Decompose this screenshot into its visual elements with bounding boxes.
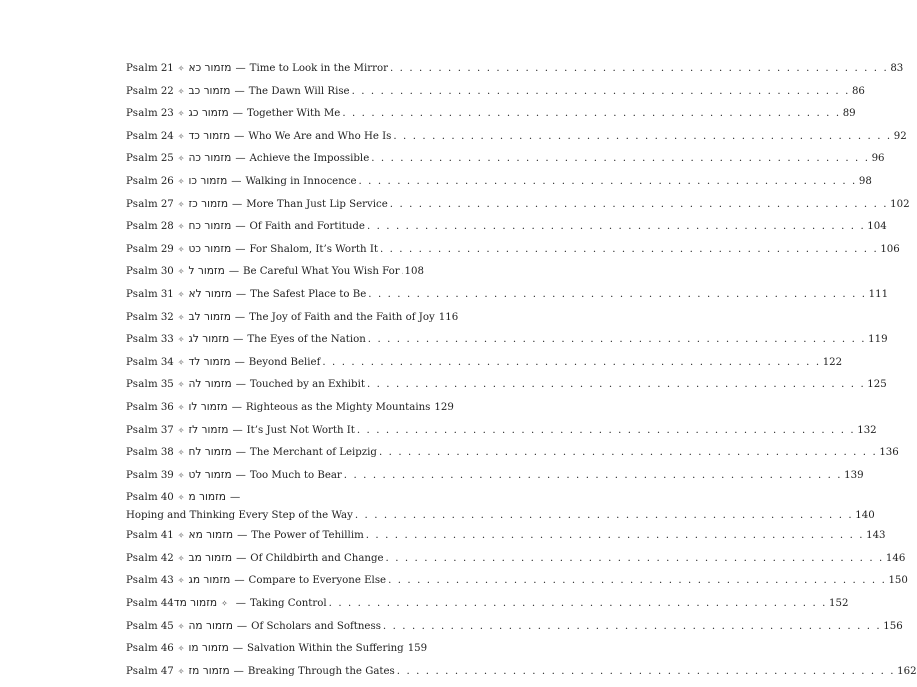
page-number: 140 <box>855 510 875 522</box>
dot-leader: . . . . . . . . . . . . . . . . . . . . . . . . . . . . . . . . . . . . . . . . . . . . . . . . . . . . <box>382 620 882 632</box>
ornament-icon: ✧ <box>177 402 185 412</box>
dot-leader: . . . . . . . . . . . . . . . . . . . . . . . . . . . . . . . . . . . . . . . . . . . . . . . . . . . . <box>379 243 879 255</box>
entry-title: Time to Look in the Mirror <box>249 63 388 74</box>
psalm-label <box>126 492 158 503</box>
em-dash: — <box>235 63 246 74</box>
psalm-number: 29 <box>160 243 174 255</box>
ornament-icon: ✧ <box>177 109 185 119</box>
toc-entry[interactable] <box>126 378 887 401</box>
psalm-word: Psalm <box>126 288 158 300</box>
psalm-number: 23 <box>160 108 174 120</box>
entry-title: Too Much to Bear <box>249 469 342 481</box>
psalm-label <box>126 244 158 255</box>
em-dash: — <box>237 530 248 542</box>
entry-title: Be Careful What You Wish For <box>243 266 400 278</box>
em-dash: — <box>235 243 246 255</box>
em-dash: — <box>233 665 244 677</box>
psalm-word: Psalm <box>126 469 158 481</box>
hebrew-title: מזמור ל <box>188 265 225 278</box>
psalm-number: 24 <box>160 130 174 142</box>
page-number: 159 <box>407 643 428 655</box>
psalm-label <box>126 221 158 232</box>
dot-leader: . . . . . . . . . . . . . . . . . . . . . . . . . . . . . . . . . . . . . . . . . . . . . . . . . . . . <box>371 153 870 165</box>
entry-title: Taking Control <box>249 598 327 610</box>
entry-title: The Dawn Will Rise <box>248 85 350 97</box>
psalm-word: Psalm <box>126 175 158 187</box>
em-dash: — <box>235 598 246 610</box>
psalm-label <box>126 402 158 413</box>
psalm-word: Psalm <box>126 598 158 610</box>
hebrew-title: מזמור מב <box>188 551 233 564</box>
psalm-label <box>126 312 158 323</box>
hebrew-title: מזמור כט <box>188 242 232 255</box>
toc-entry[interactable] <box>126 355 843 379</box>
psalm-label <box>126 131 158 142</box>
psalm-number: 47 <box>160 665 174 677</box>
psalm-label <box>126 470 158 481</box>
psalm-number: 21 <box>160 63 174 74</box>
psalm-word: Psalm <box>126 643 158 655</box>
entry-title: Touched by an Exhibit <box>249 379 365 391</box>
entry-title: For Shalom, It’s Worth It <box>249 243 378 255</box>
psalm-number: 44 <box>160 598 174 610</box>
toc-entry[interactable] <box>126 107 856 130</box>
psalm-label <box>126 643 158 654</box>
em-dash: — <box>235 221 246 233</box>
psalm-number: 38 <box>160 447 174 459</box>
table-of-contents <box>126 62 917 687</box>
psalm-number: 40 <box>160 492 174 504</box>
entry-title: The Eyes of the Nation <box>247 334 366 346</box>
hebrew-title: מזמור מג <box>188 574 231 587</box>
psalm-word: Psalm <box>126 552 158 564</box>
hebrew-title: מזמור לב <box>188 310 231 323</box>
psalm-number: 31 <box>160 288 174 300</box>
entry-title: Of Faith and Fortitude <box>249 221 365 233</box>
entry-title: Beyond Belief <box>248 356 321 368</box>
page-number: 143 <box>866 530 886 542</box>
page-number: 108 <box>404 266 424 278</box>
psalm-number: 37 <box>160 424 174 436</box>
dot-leader: . . . . . . . . . . . . . . . . . . . . . . . . . . . . . . . . . . . . . . . . . . . . . . . . . . . . <box>389 198 889 210</box>
psalm-word: Psalm <box>126 130 158 142</box>
em-dash: — <box>234 311 246 323</box>
psalm-label <box>126 176 158 187</box>
toc-entry[interactable] <box>126 574 908 597</box>
psalm-word: Psalm <box>126 153 158 165</box>
em-dash: — <box>236 552 247 564</box>
dot-leader: . . . . . . . . . . . . . . . . . . . . . . . . . . . . . . . . . . . . . . . . . . . . . . . . . . . . <box>356 424 856 436</box>
dot-leader: . . . . . . . . . . . . . . . . . . . . . . . . . . . . . . . . . . . . . . . . . . . . . . . . . . . . <box>365 530 865 542</box>
em-dash: — <box>232 108 243 120</box>
psalm-word: Psalm <box>126 243 158 255</box>
dot-leader: . . . . . . . . . . . . . . . . . . . . . . . . . . . . . . . . . . . . . . . . . . . . . . . . . . . . <box>322 356 821 368</box>
page-number: 139 <box>844 469 864 481</box>
ornament-icon: ✧ <box>177 335 185 345</box>
ornament-icon: ✧ <box>177 312 185 322</box>
ornament-icon: ✧ <box>177 493 185 503</box>
dot-leader: . . . . . . . . . . . . . . . . . . . . . . . . . . . . . . . . . . . . . . . . . . . . . . . . . . . . <box>396 665 896 677</box>
psalm-label <box>126 334 158 345</box>
ornament-icon: ✧ <box>177 621 185 631</box>
page-number: 129 <box>434 401 454 413</box>
toc-entry[interactable] <box>126 468 864 492</box>
ornament-icon: ✧ <box>177 289 185 299</box>
hebrew-title: מזמור לה <box>188 378 232 391</box>
hebrew-title: מזמור לא <box>188 287 232 300</box>
page-number: 106 <box>880 243 900 255</box>
entry-title: More Than Just Lip Service <box>246 198 388 210</box>
hebrew-title: מזמור כו <box>188 174 228 187</box>
ornament-icon: ✧ <box>177 64 185 73</box>
page-number: 132 <box>857 424 877 436</box>
psalm-number: 41 <box>160 530 174 542</box>
entry-title: Of Childbirth and Change <box>250 552 384 564</box>
psalm-number: 46 <box>160 643 174 655</box>
psalm-label <box>126 425 158 436</box>
psalm-number: 33 <box>160 334 174 346</box>
hebrew-title: מזמור כז <box>188 197 229 210</box>
dot-leader: . . . . . . . . . . . . . . . . . . . . . . . . . . . . . . . . . . . . . . . . . . . . . . . . . . . . <box>328 598 827 610</box>
toc-entry[interactable] <box>126 129 907 153</box>
toc-entry[interactable] <box>126 642 428 665</box>
entry-title: Righteous as the Mighty Mountains <box>245 401 431 413</box>
ornament-icon: ✧ <box>177 644 185 654</box>
dot-leader: . . . . . . . . . . . . . . . . . . . . . . . . . . . . . . . . . . . . . . . . . . . . . . . . . . . . <box>351 85 850 97</box>
hebrew-title: מזמור כד <box>188 129 231 142</box>
psalm-word: Psalm <box>126 221 158 233</box>
psalm-label <box>126 621 158 632</box>
ornament-icon: ✧ <box>177 576 185 586</box>
em-dash: — <box>234 85 245 97</box>
psalm-label <box>126 266 158 277</box>
page-number: 136 <box>879 447 899 459</box>
toc-entry[interactable] <box>126 310 459 334</box>
psalm-word: Psalm <box>126 424 158 436</box>
toc-entry[interactable] <box>126 220 887 243</box>
hebrew-title: מזמור לז <box>188 423 229 436</box>
entry-title: Compare to Everyone Else <box>248 575 387 587</box>
entry-title: The Power of Tehillim <box>251 530 364 542</box>
ornament-icon: ✧ <box>177 666 185 676</box>
ornament-icon: ✧ <box>177 357 185 367</box>
psalm-number: 27 <box>160 198 174 210</box>
psalm-label <box>126 289 158 300</box>
psalm-number: 36 <box>160 401 174 413</box>
toc-entry[interactable] <box>126 619 903 643</box>
ornament-icon: ✧ <box>177 131 185 141</box>
page-number: 102 <box>890 198 910 210</box>
toc-entry[interactable] <box>126 423 877 447</box>
psalm-label <box>126 447 158 458</box>
ornament-icon: ✧ <box>177 244 185 254</box>
page-number: 89 <box>842 108 856 120</box>
em-dash: — <box>235 379 246 391</box>
toc-entry[interactable] <box>126 152 885 175</box>
hebrew-title: מזמור מד <box>173 597 218 610</box>
entry-title: Hoping and Thinking Every Step of the Way <box>126 510 353 522</box>
entry-title: Who We Are and Who He Is <box>248 130 392 142</box>
psalm-number: 25 <box>160 153 174 165</box>
hebrew-title: מזמור לד <box>188 355 231 368</box>
psalm-word: Psalm <box>126 665 158 677</box>
hebrew-title: מזמור כה <box>188 152 232 165</box>
em-dash: — <box>236 620 248 632</box>
em-dash: — <box>232 643 244 655</box>
em-dash: — <box>235 447 246 459</box>
hebrew-title: מזמור לג <box>188 333 230 346</box>
hebrew-title: מזמור מז <box>188 664 230 677</box>
ornament-icon: ✧ <box>177 267 185 277</box>
em-dash: — <box>232 198 243 210</box>
em-dash: — <box>228 266 239 278</box>
toc-entry[interactable] <box>126 400 454 424</box>
hebrew-title: מזמור מה <box>188 619 233 632</box>
page-number: 116 <box>438 311 459 323</box>
psalm-word: Psalm <box>126 63 158 74</box>
toc-entry[interactable] <box>126 265 424 288</box>
entry-title: It’s Just Not Worth It <box>246 424 355 436</box>
em-dash: — <box>234 575 245 587</box>
toc-entry[interactable] <box>126 287 889 311</box>
psalm-word: Psalm <box>126 334 158 346</box>
dot-leader: . . . . . . . . . . . . . . . . . . . . . . . . . . . . . . . . . . . . . . . . . . . . . . . . . . . . <box>389 63 889 74</box>
entry-second-line <box>126 510 875 529</box>
toc-entry[interactable] <box>126 333 888 356</box>
page-number: 86 <box>851 85 865 97</box>
page-number: 96 <box>871 153 885 165</box>
em-dash: — <box>235 288 247 300</box>
page-number: 122 <box>822 356 843 368</box>
em-dash: — <box>229 492 241 504</box>
ornament-icon: ✧ <box>177 176 185 186</box>
hebrew-title: מזמור לו <box>188 400 228 413</box>
psalm-word: Psalm <box>126 266 158 278</box>
psalm-word: Psalm <box>126 85 158 97</box>
psalm-word: Psalm <box>126 311 158 323</box>
toc-entry[interactable] <box>126 446 899 469</box>
psalm-label <box>126 666 158 677</box>
psalm-number: 42 <box>160 552 174 564</box>
ornament-icon: ✧ <box>177 222 185 232</box>
psalm-number: 39 <box>160 469 174 481</box>
hebrew-title: מזמור מו <box>188 642 229 655</box>
psalm-word: Psalm <box>126 575 158 587</box>
page-number: 125 <box>867 379 887 391</box>
hebrew-title: מזמור לח <box>188 446 232 459</box>
entry-title: Salvation Within the Suffering <box>247 643 404 655</box>
entry-title: Together With Me <box>246 108 341 120</box>
ornament-icon: ✧ <box>177 154 185 164</box>
ornament-icon: ✧ <box>177 531 185 541</box>
psalm-label <box>126 199 158 210</box>
hebrew-title: מזמור כג <box>188 107 229 120</box>
entry-title: Breaking Through the Gates <box>247 665 395 677</box>
ornament-icon: ✧ <box>177 380 185 390</box>
toc-entry[interactable] <box>126 174 872 198</box>
psalm-number: 32 <box>160 311 174 323</box>
dot-leader: . . . . . . . . . . . . . . . . . . . . . . . . . . . . . . . . . . . . . . . . . . . . . . . . . . . . <box>342 108 841 120</box>
toc-entry[interactable] <box>126 62 904 85</box>
em-dash: — <box>231 175 242 187</box>
dot-leader: . . . . . . . . . . . . . . . . . . . . . . . . . . . . . . . . . . . . . . . . . . . . . . . . . . . . <box>385 552 884 564</box>
psalm-label <box>126 86 158 97</box>
psalm-number: 43 <box>160 575 174 587</box>
psalm-label <box>126 575 158 586</box>
hebrew-title: מזמור כב <box>188 84 231 97</box>
page-number: 150 <box>888 575 908 587</box>
toc-entry[interactable] <box>126 84 865 108</box>
em-dash: — <box>232 424 243 436</box>
psalm-word: Psalm <box>126 401 158 413</box>
psalm-number: 35 <box>160 379 174 391</box>
entry-first-line <box>126 491 424 510</box>
hebrew-title: מזמור מ <box>188 491 226 504</box>
psalm-word: Psalm <box>126 198 158 210</box>
dot-leader: . . . . . . . . . . . . . . . . . . . . . . . . . . . . . . . . . . . . . . . . . . . . . . . . . . . . <box>393 130 892 142</box>
entry-title: The Safest Place to Be <box>250 288 367 300</box>
page-number: 92 <box>893 130 907 142</box>
ornament-icon: ✧ <box>177 425 185 435</box>
em-dash: — <box>234 130 245 142</box>
page-number: 83 <box>890 63 904 74</box>
psalm-label <box>126 153 158 164</box>
em-dash: — <box>234 356 245 368</box>
psalm-number: 28 <box>160 221 174 233</box>
dot-leader: . . . . . . . . . . . . . . . . . . . . . . . . . . . . . . . . . . . . . . . . . . . . . . . . . . . . <box>343 469 843 481</box>
page-number: 119 <box>868 334 888 346</box>
psalm-label <box>126 530 158 541</box>
dot-leader <box>402 266 403 277</box>
toc-entry[interactable] <box>126 491 875 529</box>
psalm-number: 45 <box>160 620 174 632</box>
psalm-number: 34 <box>160 356 174 368</box>
psalm-word: Psalm <box>126 108 158 120</box>
em-dash: — <box>235 469 246 481</box>
hebrew-title: מזמור כח <box>188 220 232 233</box>
toc-entry[interactable] <box>126 664 917 687</box>
psalm-label <box>126 553 158 564</box>
psalm-label <box>126 357 158 368</box>
page-number: 156 <box>883 620 903 632</box>
psalm-label <box>126 379 158 390</box>
ornament-icon: ✧ <box>177 448 185 458</box>
dot-leader: . . . . . . . . . . . . . . . . . . . . . . . . . . . . . . . . . . . . . . . . . . . . . . . . . . . . <box>388 575 887 587</box>
psalm-word: Psalm <box>126 379 158 391</box>
page-number: 111 <box>868 288 889 300</box>
psalm-word: Psalm <box>126 447 158 459</box>
page-number: 146 <box>885 552 906 564</box>
dot-leader: . . . . . . . . . . . . . . . . . . . . . . . . . . . . . . . . . . . . . . . . . . . . . . . . . . . . <box>358 175 857 187</box>
ornament-icon: ✧ <box>177 470 185 480</box>
dot-leader: . . . . . . . . . . . . . . . . . . . . . . . . . . . . . . . . . . . . . . . . . . . . . . . . . . . . <box>354 510 854 522</box>
entry-title: The Merchant of Leipzig <box>249 447 377 459</box>
ornament-icon: ✧ <box>177 553 185 563</box>
psalm-label <box>126 598 158 609</box>
ornament-icon: ✧ <box>221 599 228 609</box>
toc-entry[interactable] <box>126 597 849 620</box>
psalm-word: Psalm <box>126 492 158 504</box>
entry-title: Achieve the Impossible <box>249 153 370 165</box>
hebrew-title: מזמור מא <box>188 529 234 542</box>
psalm-word: Psalm <box>126 356 158 368</box>
psalm-number: 22 <box>160 85 174 97</box>
psalm-label <box>126 63 158 74</box>
em-dash: — <box>231 401 242 413</box>
ornament-icon: ✧ <box>177 199 185 209</box>
page-number: 104 <box>867 221 887 233</box>
dot-leader: . . . . . . . . . . . . . . . . . . . . . . . . . . . . . . . . . . . . . . . . . . . . . . . . . . . . <box>366 221 866 233</box>
dot-leader: . . . . . . . . . . . . . . . . . . . . . . . . . . . . . . . . . . . . . . . . . . . . . . . . . . . . <box>367 334 867 346</box>
toc-entry[interactable] <box>126 529 886 552</box>
dot-leader: . . . . . . . . . . . . . . . . . . . . . . . . . . . . . . . . . . . . . . . . . . . . . . . . . . . . <box>366 379 866 391</box>
entry-title: Of Scholars and Softness <box>251 620 381 632</box>
hebrew-title: מזמור לט <box>188 468 232 481</box>
dot-leader: . . . . . . . . . . . . . . . . . . . . . . . . . . . . . . . . . . . . . . . . . . . . . . . . . . . . <box>368 288 867 300</box>
psalm-number: 30 <box>160 266 174 278</box>
ornament-icon: ✧ <box>177 86 185 96</box>
entry-title: Walking in Innocence <box>245 175 357 187</box>
page-number: 98 <box>858 175 872 187</box>
page-number: 162 <box>897 665 917 677</box>
toc-entry[interactable] <box>126 551 906 575</box>
psalm-word: Psalm <box>126 530 158 542</box>
psalm-label <box>126 108 158 119</box>
dot-leader: . . . . . . . . . . . . . . . . . . . . . . . . . . . . . . . . . . . . . . . . . . . . . . . . . . . . <box>378 447 878 459</box>
toc-entry[interactable] <box>126 242 900 266</box>
hebrew-title: מזמור כא <box>188 62 232 74</box>
psalm-word: Psalm <box>126 620 158 632</box>
em-dash: — <box>233 334 244 346</box>
psalm-number: 26 <box>160 175 174 187</box>
page-number: 152 <box>829 598 849 610</box>
entry-title: The Joy of Faith and the Faith of Joy <box>249 311 435 323</box>
em-dash: — <box>235 153 246 165</box>
toc-entry[interactable] <box>126 197 910 221</box>
